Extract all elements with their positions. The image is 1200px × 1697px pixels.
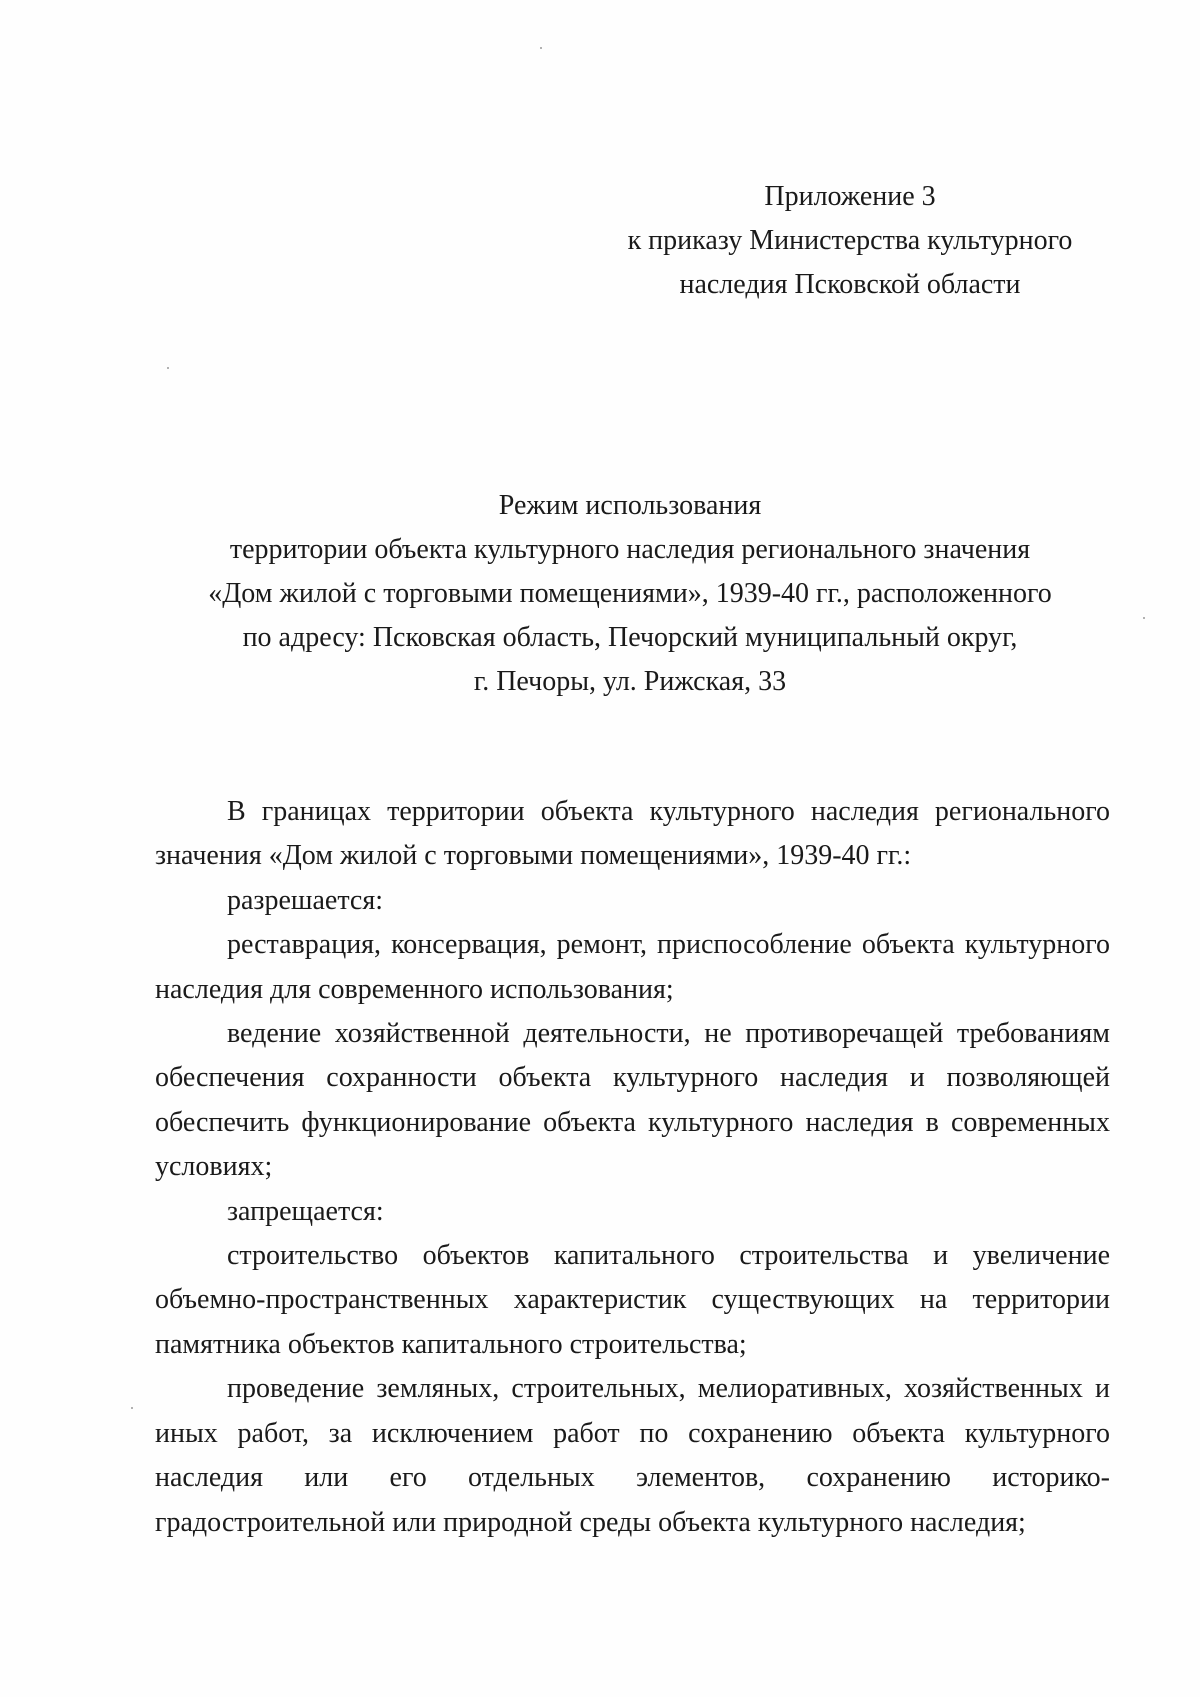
document-title <box>150 484 1110 704</box>
appendix-ministry: наследия Псковской области <box>679 269 1021 300</box>
scan-speck <box>1143 617 1145 619</box>
prohibited-item: проведение земляных, строительных, мелиоративных, хозяйственных и иных работ, за исключением работ по сохранению объекта культурного наследия или его отдельных элементов, сохранению историко-градостроительной или природной среды объекта культурного наследия; <box>155 1373 1110 1538</box>
permitted-heading: разрешается: <box>227 884 383 916</box>
prohibited-heading: запрещается: <box>227 1195 384 1227</box>
title-line-2: территории объекта культурного наследия регионального значения <box>229 534 1031 565</box>
scan-speck <box>167 367 169 369</box>
appendix-number: Приложение 3 <box>764 181 936 212</box>
scan-speck <box>131 1407 133 1409</box>
permitted-item: реставрация, консервация, ремонт, приспособление объекта культурного наследия для современного использования; <box>155 929 1110 1005</box>
intro-paragraph: В границах территории объекта культурного наследия регионального значения «Дом жилой с торговыми помещениями», 1939-40 гг.: <box>155 796 1110 872</box>
permitted-item: ведение хозяйственной деятельности, не противоречащей требованиям обеспечения сохранности объекта культурного наследия и позволяющей обеспечить функционирование объекта культурного наследия в современных условиях; <box>155 1018 1110 1183</box>
document-body <box>155 790 1110 1545</box>
appendix-order-ref: к приказу Министерства культурного <box>627 225 1073 256</box>
title-line-4: по адресу: Псковская область, Печорский муниципальный округ, <box>242 622 1018 653</box>
title-line-3: «Дом жилой с торговыми помещениями», 1939-40 гг., расположенного <box>208 578 1052 609</box>
title-line-1: Режим использования <box>498 490 762 521</box>
appendix-header <box>600 175 1100 307</box>
scan-speck <box>540 47 542 49</box>
title-line-5: г. Печоры, ул. Рижская, 33 <box>473 666 787 697</box>
prohibited-item: строительство объектов капитального строительства и увеличение объемно-пространственных характеристик существующих на территории памятника объектов капитального строительства; <box>155 1240 1110 1360</box>
